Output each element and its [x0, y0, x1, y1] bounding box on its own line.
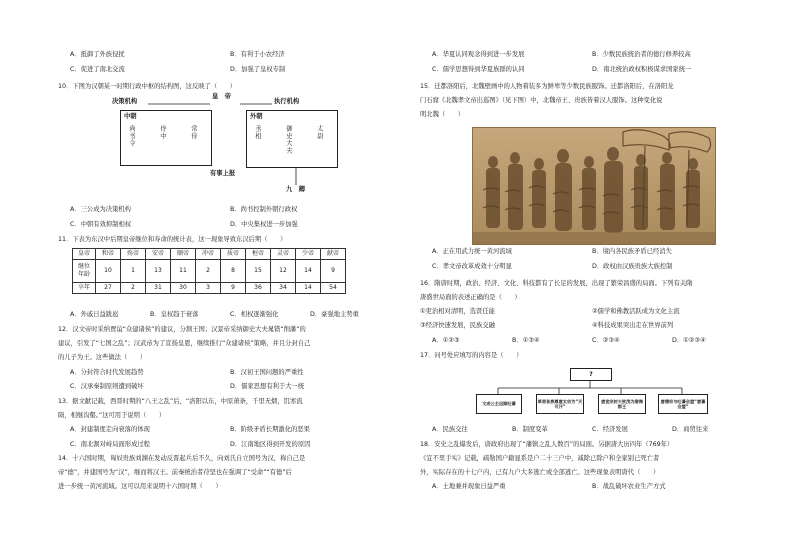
- inner-office-2: 侍中: [158, 125, 166, 140]
- table-cell: 34: [271, 283, 296, 294]
- q11-table: [72, 248, 346, 294]
- outer-office-1: 丞相: [253, 125, 261, 140]
- q9-option-a[interactable]: A．抵御了外族侵扰: [70, 51, 125, 58]
- table-cell: 31: [146, 283, 171, 294]
- table-cell: 13: [146, 260, 171, 283]
- table-cell: 30: [171, 283, 196, 294]
- table-cell: 质帝: [221, 249, 246, 260]
- table-cell: 冲帝: [196, 249, 221, 260]
- table-cell: 1: [121, 260, 146, 283]
- emperor-label: 皇 帝: [212, 93, 231, 100]
- q16-item-2: ②儒学和佛教活跃成为文化主流: [592, 308, 680, 315]
- q17-question-box: ?: [570, 368, 612, 381]
- q15-line-3: 明北魏（ ）: [420, 111, 465, 118]
- table-cell: 9: [221, 283, 246, 294]
- q18-option-a[interactable]: A．土地兼并现象日益严重: [432, 483, 506, 490]
- table-cell: 12: [271, 260, 296, 283]
- table-cell: 15: [246, 260, 271, 283]
- table-cell: 8: [221, 260, 246, 283]
- inner-court-box: [120, 110, 212, 166]
- q17-chart: [470, 366, 710, 421]
- q14-line-1: 14．十六国时期，匈奴贵族刘渊在发动反晋起兵后不久，向刘氏自立国号为汉，称自己是: [58, 455, 306, 462]
- table-row: [73, 249, 346, 260]
- q17-box-4: 唐穆宗与吐蕃会盟“唐蕃会盟”: [658, 394, 708, 414]
- q16-option-b[interactable]: B．①③④: [512, 337, 540, 344]
- table-cell: 2: [121, 283, 146, 294]
- table-cell: 桓帝: [246, 249, 271, 260]
- q14-line-2: 帝“德”，并建国号为“汉”，继而将汉王。前秦统治者苻坚也在强调了“受命”“有德”后: [58, 469, 292, 476]
- table-row: [73, 260, 346, 283]
- table-cell: 献帝: [321, 249, 346, 260]
- outer-office-3: 太尉: [315, 125, 323, 140]
- q14-option-b[interactable]: B．少数民族统治者的德行修养较高: [592, 51, 691, 58]
- q15-line-2: 门石窟《北魏孝文帝出巡图》（见下图）中，北魏帝王、贵族皆着汉人服饰。这种变化说: [420, 97, 663, 104]
- q10-option-d[interactable]: D．中央集权进一步加强: [230, 221, 298, 228]
- table-cell: 27: [96, 283, 121, 294]
- q12-option-b[interactable]: B．汉初王国问题的严重性: [230, 369, 304, 376]
- q17-option-d[interactable]: D．商贸往来: [672, 426, 709, 433]
- table-cell: 和帝: [96, 249, 121, 260]
- q12-option-d[interactable]: D．儒家思想有利于大一统: [230, 383, 305, 390]
- nine-ministers-label: 九 卿: [286, 186, 305, 193]
- table-cell: 3: [196, 283, 221, 294]
- table-cell: 安帝: [146, 249, 171, 260]
- age-header-top: 继位: [77, 263, 90, 271]
- q18-line-2: 《宜不里手实》记载，疏勒国户籍显系是户二十三户中，减除已除户和全家别已死亡者: [420, 455, 660, 462]
- table-cell: 灵帝: [271, 249, 296, 260]
- table-cell: 顺帝: [171, 249, 196, 260]
- q15-option-d[interactable]: D．政权由汉族贵族大族控制: [592, 263, 673, 270]
- inner-office-3: 常侍: [189, 125, 197, 140]
- q14-option-c[interactable]: C．儒学思想得到华夏族群的认同: [432, 66, 525, 73]
- table-cell: 54: [321, 283, 346, 294]
- table-header-emperor: 皇帝: [73, 249, 96, 260]
- q15-option-b[interactable]: B．境内各民族矛盾已经消失: [592, 248, 672, 255]
- q9-option-c[interactable]: C．促进了南北交流: [70, 66, 125, 73]
- q12-line-1: 12．汉文帝时采纳贾谊“众建诸侯”的建议，分割王国；汉景帝采纳御史大夫晁错“削藩”的: [58, 326, 306, 333]
- q10-option-b[interactable]: B．尚书控制外朝行政权: [230, 206, 298, 213]
- q16-option-d[interactable]: D．①②③④: [672, 337, 706, 344]
- table-cell: 2: [196, 260, 221, 283]
- table-cell: 36: [246, 283, 271, 294]
- q11-option-a[interactable]: A．外戚日益跋扈: [70, 311, 119, 318]
- q9-option-b[interactable]: B．有利于小农经济: [230, 51, 285, 58]
- q11-stem: 11．下表为东汉中后期皇帝继位和寿命的统计表，这一现象导致东汉后期（ ）: [58, 236, 287, 243]
- q13-option-c[interactable]: C．南北割对峙局面形成过程: [70, 441, 150, 448]
- q18-option-b[interactable]: B．战乱破坏农业生产方式: [592, 483, 666, 490]
- q14-option-d[interactable]: D．南北统治政权积极谋求国家统一: [592, 66, 692, 73]
- q18-line-1: 18．安史之乱爆发后，唐政府出现了“藩镇之乱人数百”的局面。另据唐大历四年（769年）: [420, 441, 674, 448]
- q13-option-b[interactable]: B．阶级矛盾长期激化的恶果: [230, 426, 310, 433]
- q14-option-a[interactable]: A．华夏认同观念得到进一步发展: [432, 51, 525, 58]
- q11-option-b[interactable]: B．皇权趋于衰落: [150, 311, 199, 318]
- outer-court-box: [246, 110, 338, 168]
- q13-option-a[interactable]: A．封建制度走向衰落的体现: [70, 426, 150, 433]
- q18-line-3: 外，实际存在的十七户内，已有九户大多逃亡或全部逃亡。这些现象表明唐代（ ）: [420, 469, 660, 476]
- q17-box-3: 唐宣宗封大钦茂为渤海郡王: [598, 394, 646, 414]
- q13-option-d[interactable]: D．江南地区得到开发的原因: [230, 441, 311, 448]
- q17-option-b[interactable]: B．制度变革: [512, 426, 548, 433]
- q14-line-3: 进一步统一黄河流域。这可以用来说明十六国时期（ ）: [58, 483, 222, 490]
- q15-line-1: 15．迁都洛阳后，北魏壁画中的人物着装多为鲜卑等少数民族服饰。迁都洛阳后，在洛阳龙: [420, 83, 674, 90]
- q16-item-1: ①吏治相对清明，选贤任能: [420, 308, 495, 315]
- inner-court-title: 中朝: [124, 113, 137, 120]
- q16-option-a[interactable]: A．①②③: [432, 337, 460, 344]
- table-cell: 9: [321, 260, 346, 283]
- outer-court-title: 外朝: [250, 113, 263, 120]
- q17-option-a[interactable]: A．民族交往: [432, 426, 468, 433]
- q12-line-2: 建议，引发了“七国之乱”；汉武帝为了宣扬皇恩，继续推行“众建诸侯”策略，并且分封自己: [58, 340, 311, 347]
- q16-line-2: 唐盛世局面的表述正确的是（ ）: [420, 294, 521, 301]
- relief-drawing: [473, 128, 715, 244]
- q16-line-1: 16．隋唐时期，政治、经济、文化、科技都有了长足的发展，出现了繁荣昌盛的局面。下列有关隋: [420, 280, 693, 287]
- q17-stem: 17．问号处应填写的内容是（ ）: [420, 352, 523, 359]
- table-cell: 少帝: [296, 249, 321, 260]
- q17-box-1: 文成公主远嫁吐蕃: [476, 394, 522, 414]
- procession-relief-image: [472, 127, 716, 245]
- q17-option-c[interactable]: C．经济发展: [592, 426, 628, 433]
- q12-option-c[interactable]: C．汉承秦制原则遭到破坏: [70, 383, 144, 390]
- table-header-age: [73, 260, 96, 283]
- table-cell: 10: [96, 260, 121, 283]
- q16-item-3: ③经济快速发展，民族交融: [420, 322, 495, 329]
- q15-option-a[interactable]: A．正在用武力统一黄河流域: [432, 248, 512, 255]
- table-row: [73, 283, 346, 294]
- q10-option-c[interactable]: C．中朝有效抑制相权: [70, 221, 132, 228]
- q11-option-d[interactable]: D．豪强地主势重: [310, 311, 359, 318]
- q10-diagram: [100, 93, 340, 193]
- q11-option-c[interactable]: C．相权逐渐强化: [230, 311, 279, 318]
- table-header-death: 卒年: [73, 283, 96, 294]
- q17-box-2: 草原各族尊唐太宗为“天可汗”: [536, 394, 584, 414]
- table-cell: 11: [171, 260, 196, 283]
- decision-label: 决策机构: [112, 98, 138, 105]
- q16-item-4: ④科技成果突出走在世界前列: [592, 322, 674, 329]
- q13-line-1: 13．据文献记载，西晋时期的“八王之乱”后，“洛阳以东，中原萧条，千里无烟，饥寒流: [58, 398, 303, 405]
- age-header-bottom: 年龄: [77, 271, 90, 278]
- q15-option-c[interactable]: C．孝文帝改革成效十分明显: [432, 263, 512, 270]
- q16-option-c[interactable]: C．②③④: [592, 337, 620, 344]
- q12-line-3: 的儿子为王。这些做法（ ）: [58, 354, 147, 361]
- q12-option-a[interactable]: A．分封符合时代发展趋势: [70, 369, 144, 376]
- inner-office-1: 尚书令: [127, 125, 135, 147]
- q10-stem: 10．下图为汉朝某一时期行政中枢的结构图，这反映了（ ）: [58, 83, 237, 90]
- report-label: 有事上报: [210, 170, 236, 177]
- executive-label: 执行机构: [274, 98, 300, 105]
- outer-office-2: 御史大夫: [284, 125, 292, 155]
- table-cell: 14: [296, 260, 321, 283]
- table-cell: 14: [296, 283, 321, 294]
- table-cell: 殇帝: [121, 249, 146, 260]
- q13-line-2: 陨，相继沟壑。”这可用于说明（ ）: [58, 412, 166, 419]
- q10-option-a[interactable]: A．三公成为决策机构: [70, 206, 131, 213]
- q9-option-d[interactable]: D．加强了皇权专制: [230, 66, 286, 73]
